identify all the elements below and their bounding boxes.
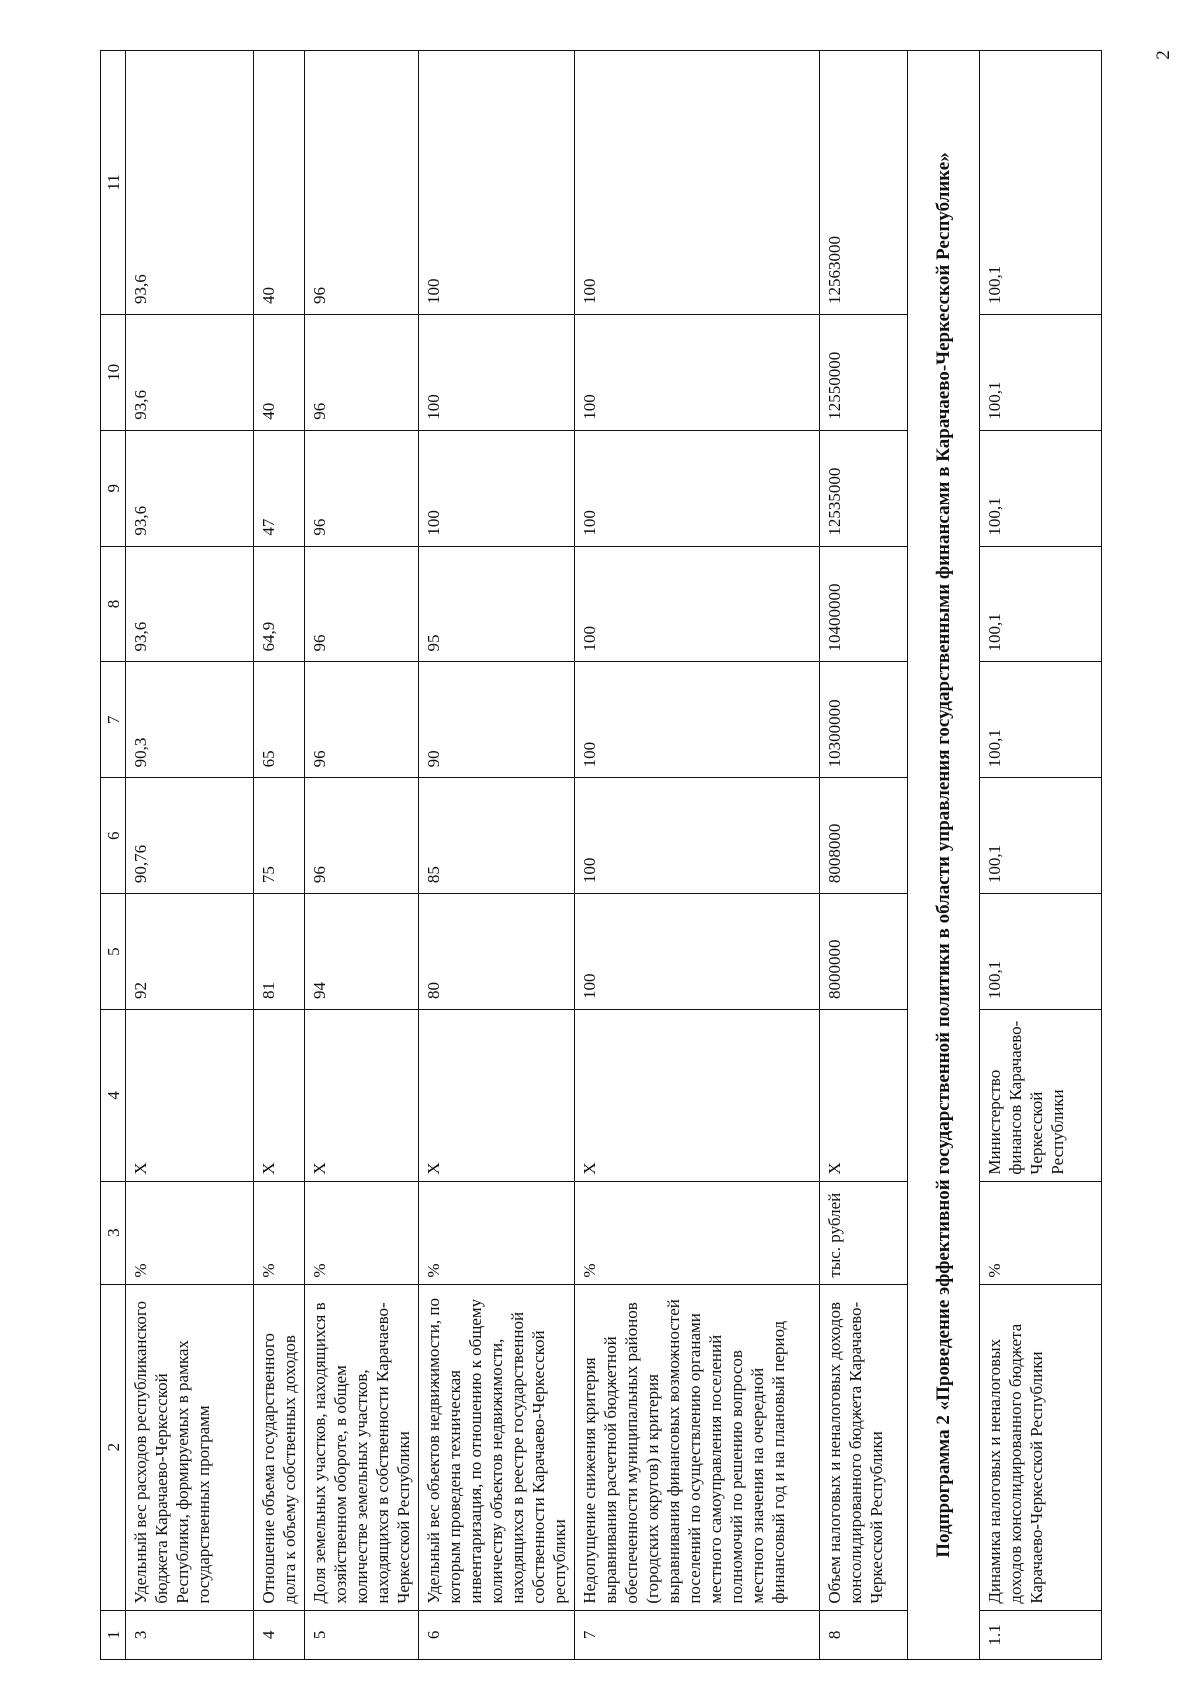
header-row bbox=[101, 51, 126, 1660]
header-cell: 7 bbox=[101, 662, 126, 778]
indicators-table bbox=[100, 50, 1102, 1660]
header-cell: 8 bbox=[101, 546, 126, 662]
value-cell: 100 bbox=[575, 51, 820, 315]
value-cell: 96 bbox=[305, 51, 419, 315]
value-cell: 100 bbox=[575, 894, 820, 1010]
unit: % bbox=[575, 1181, 820, 1284]
value-cell: 47 bbox=[254, 430, 305, 546]
value-cell: 8000000 bbox=[820, 894, 908, 1010]
value-cell: 100,1 bbox=[980, 894, 1102, 1010]
unit: % bbox=[980, 1181, 1102, 1284]
indicator-name: Отношение объема государственного долга к объему собственных доходов bbox=[254, 1284, 305, 1610]
responsible: Х bbox=[305, 1010, 419, 1182]
indicator-name: Удельный вес расходов республиканского бюджета Карачаево-Черкесской Республики, формируемых в рамках государственных программ bbox=[126, 1284, 254, 1610]
unit: % bbox=[419, 1181, 575, 1284]
responsible: Х bbox=[820, 1010, 908, 1182]
row-number: 8 bbox=[820, 1610, 908, 1659]
value-cell: 93,6 bbox=[126, 314, 254, 430]
value-cell: 96 bbox=[305, 430, 419, 546]
row-number: 7 bbox=[575, 1610, 820, 1659]
value-cell: 12550000 bbox=[820, 314, 908, 430]
value-cell: 95 bbox=[419, 546, 575, 662]
table-row bbox=[980, 51, 1102, 1660]
value-cell: 100 bbox=[575, 430, 820, 546]
header-cell: 3 bbox=[101, 1181, 126, 1284]
page-number: 2 bbox=[1153, 50, 1174, 60]
table-row bbox=[305, 51, 419, 1660]
header-cell: 6 bbox=[101, 778, 126, 894]
indicator-name: Удельный вес объектов недвижимости, по которым проведена техническая инвентаризация, по отношению к общему количеству объектов недвижимости, находящихся в реестре государственной собственности Карачаево-Черкесской республики bbox=[419, 1284, 575, 1610]
table-row bbox=[419, 51, 575, 1660]
header-cell: 1 bbox=[101, 1610, 126, 1659]
value-cell: 10300000 bbox=[820, 662, 908, 778]
row-number: 3 bbox=[126, 1610, 254, 1659]
header-cell: 11 bbox=[101, 51, 126, 315]
rotated-table-container bbox=[100, 50, 1093, 1660]
value-cell: 8008000 bbox=[820, 778, 908, 894]
table-row bbox=[575, 51, 820, 1660]
unit: % bbox=[254, 1181, 305, 1284]
value-cell: 100,1 bbox=[980, 662, 1102, 778]
indicator-name: Доля земельных участков, находящихся в хозяйственном обороте, в общем количестве земельных участков, находящихся в собственности Карачаево-Черкесской Республики bbox=[305, 1284, 419, 1610]
header-cell: 5 bbox=[101, 894, 126, 1010]
header-cell: 4 bbox=[101, 1010, 126, 1182]
section-row bbox=[908, 51, 980, 1660]
responsible: Х bbox=[254, 1010, 305, 1182]
responsible: Министерство финансов Карачаево-Черкесской Республики bbox=[980, 1010, 1102, 1182]
value-cell: 100 bbox=[419, 51, 575, 315]
unit: тыс. рублей bbox=[820, 1181, 908, 1284]
header-cell: 10 bbox=[101, 314, 126, 430]
value-cell: 90 bbox=[419, 662, 575, 778]
value-cell: 81 bbox=[254, 894, 305, 1010]
value-cell: 96 bbox=[305, 778, 419, 894]
row-number: 6 bbox=[419, 1610, 575, 1659]
value-cell: 64,9 bbox=[254, 546, 305, 662]
header-cell: 9 bbox=[101, 430, 126, 546]
row-number: 5 bbox=[305, 1610, 419, 1659]
value-cell: 100 bbox=[419, 314, 575, 430]
value-cell: 40 bbox=[254, 314, 305, 430]
table-row bbox=[126, 51, 254, 1660]
value-cell: 96 bbox=[305, 314, 419, 430]
value-cell: 93,6 bbox=[126, 430, 254, 546]
value-cell: 100 bbox=[575, 314, 820, 430]
row-number: 4 bbox=[254, 1610, 305, 1659]
value-cell: 100 bbox=[575, 546, 820, 662]
responsible: Х bbox=[575, 1010, 820, 1182]
value-cell: 100 bbox=[575, 662, 820, 778]
table-row bbox=[254, 51, 305, 1660]
unit: % bbox=[126, 1181, 254, 1284]
value-cell: 40 bbox=[254, 51, 305, 315]
value-cell: 100,1 bbox=[980, 314, 1102, 430]
value-cell: 100,1 bbox=[980, 51, 1102, 315]
responsible: Х bbox=[126, 1010, 254, 1182]
value-cell: 100 bbox=[419, 430, 575, 546]
value-cell: 92 bbox=[126, 894, 254, 1010]
indicator-name: Динамика налоговых и неналоговых доходов консолидированного бюджета Карачаево-Черкесской Республики bbox=[980, 1284, 1102, 1610]
value-cell: 100,1 bbox=[980, 430, 1102, 546]
row-number: 1.1 bbox=[980, 1610, 1102, 1659]
value-cell: 96 bbox=[305, 662, 419, 778]
value-cell: 90,76 bbox=[126, 778, 254, 894]
value-cell: 80 bbox=[419, 894, 575, 1010]
value-cell: 85 bbox=[419, 778, 575, 894]
value-cell: 94 bbox=[305, 894, 419, 1010]
responsible: Х bbox=[419, 1010, 575, 1182]
value-cell: 93,6 bbox=[126, 546, 254, 662]
unit: % bbox=[305, 1181, 419, 1284]
value-cell: 90,3 bbox=[126, 662, 254, 778]
header-cell: 2 bbox=[101, 1284, 126, 1610]
subprogram-title: Подпрограмма 2 «Проведение эффективной государственной политики в области управления государственными финансами в Карачаево-Черкесской Республике» bbox=[908, 51, 980, 1660]
value-cell: 75 bbox=[254, 778, 305, 894]
value-cell: 10400000 bbox=[820, 546, 908, 662]
value-cell: 96 bbox=[305, 546, 419, 662]
value-cell: 12563000 bbox=[820, 51, 908, 315]
table-row bbox=[820, 51, 908, 1660]
value-cell: 93,6 bbox=[126, 51, 254, 315]
value-cell: 100,1 bbox=[980, 778, 1102, 894]
value-cell: 65 bbox=[254, 662, 305, 778]
value-cell: 100 bbox=[575, 778, 820, 894]
value-cell: 100,1 bbox=[980, 546, 1102, 662]
indicator-name: Объем налоговых и неналоговых доходов консолидированного бюджета Карачаево-Черкесской Республики bbox=[820, 1284, 908, 1610]
indicator-name: Недопущение снижения критерия выравнивания расчетной бюджетной обеспеченности муниципальных районов (городских округов) и критерия выравнивания финансовых возможностей поселений по осуществлению органами местного самоуправления поселений полномочий по решению вопросов местного значения на очередной финансовый год и на плановый период bbox=[575, 1284, 820, 1610]
value-cell: 12535000 bbox=[820, 430, 908, 546]
